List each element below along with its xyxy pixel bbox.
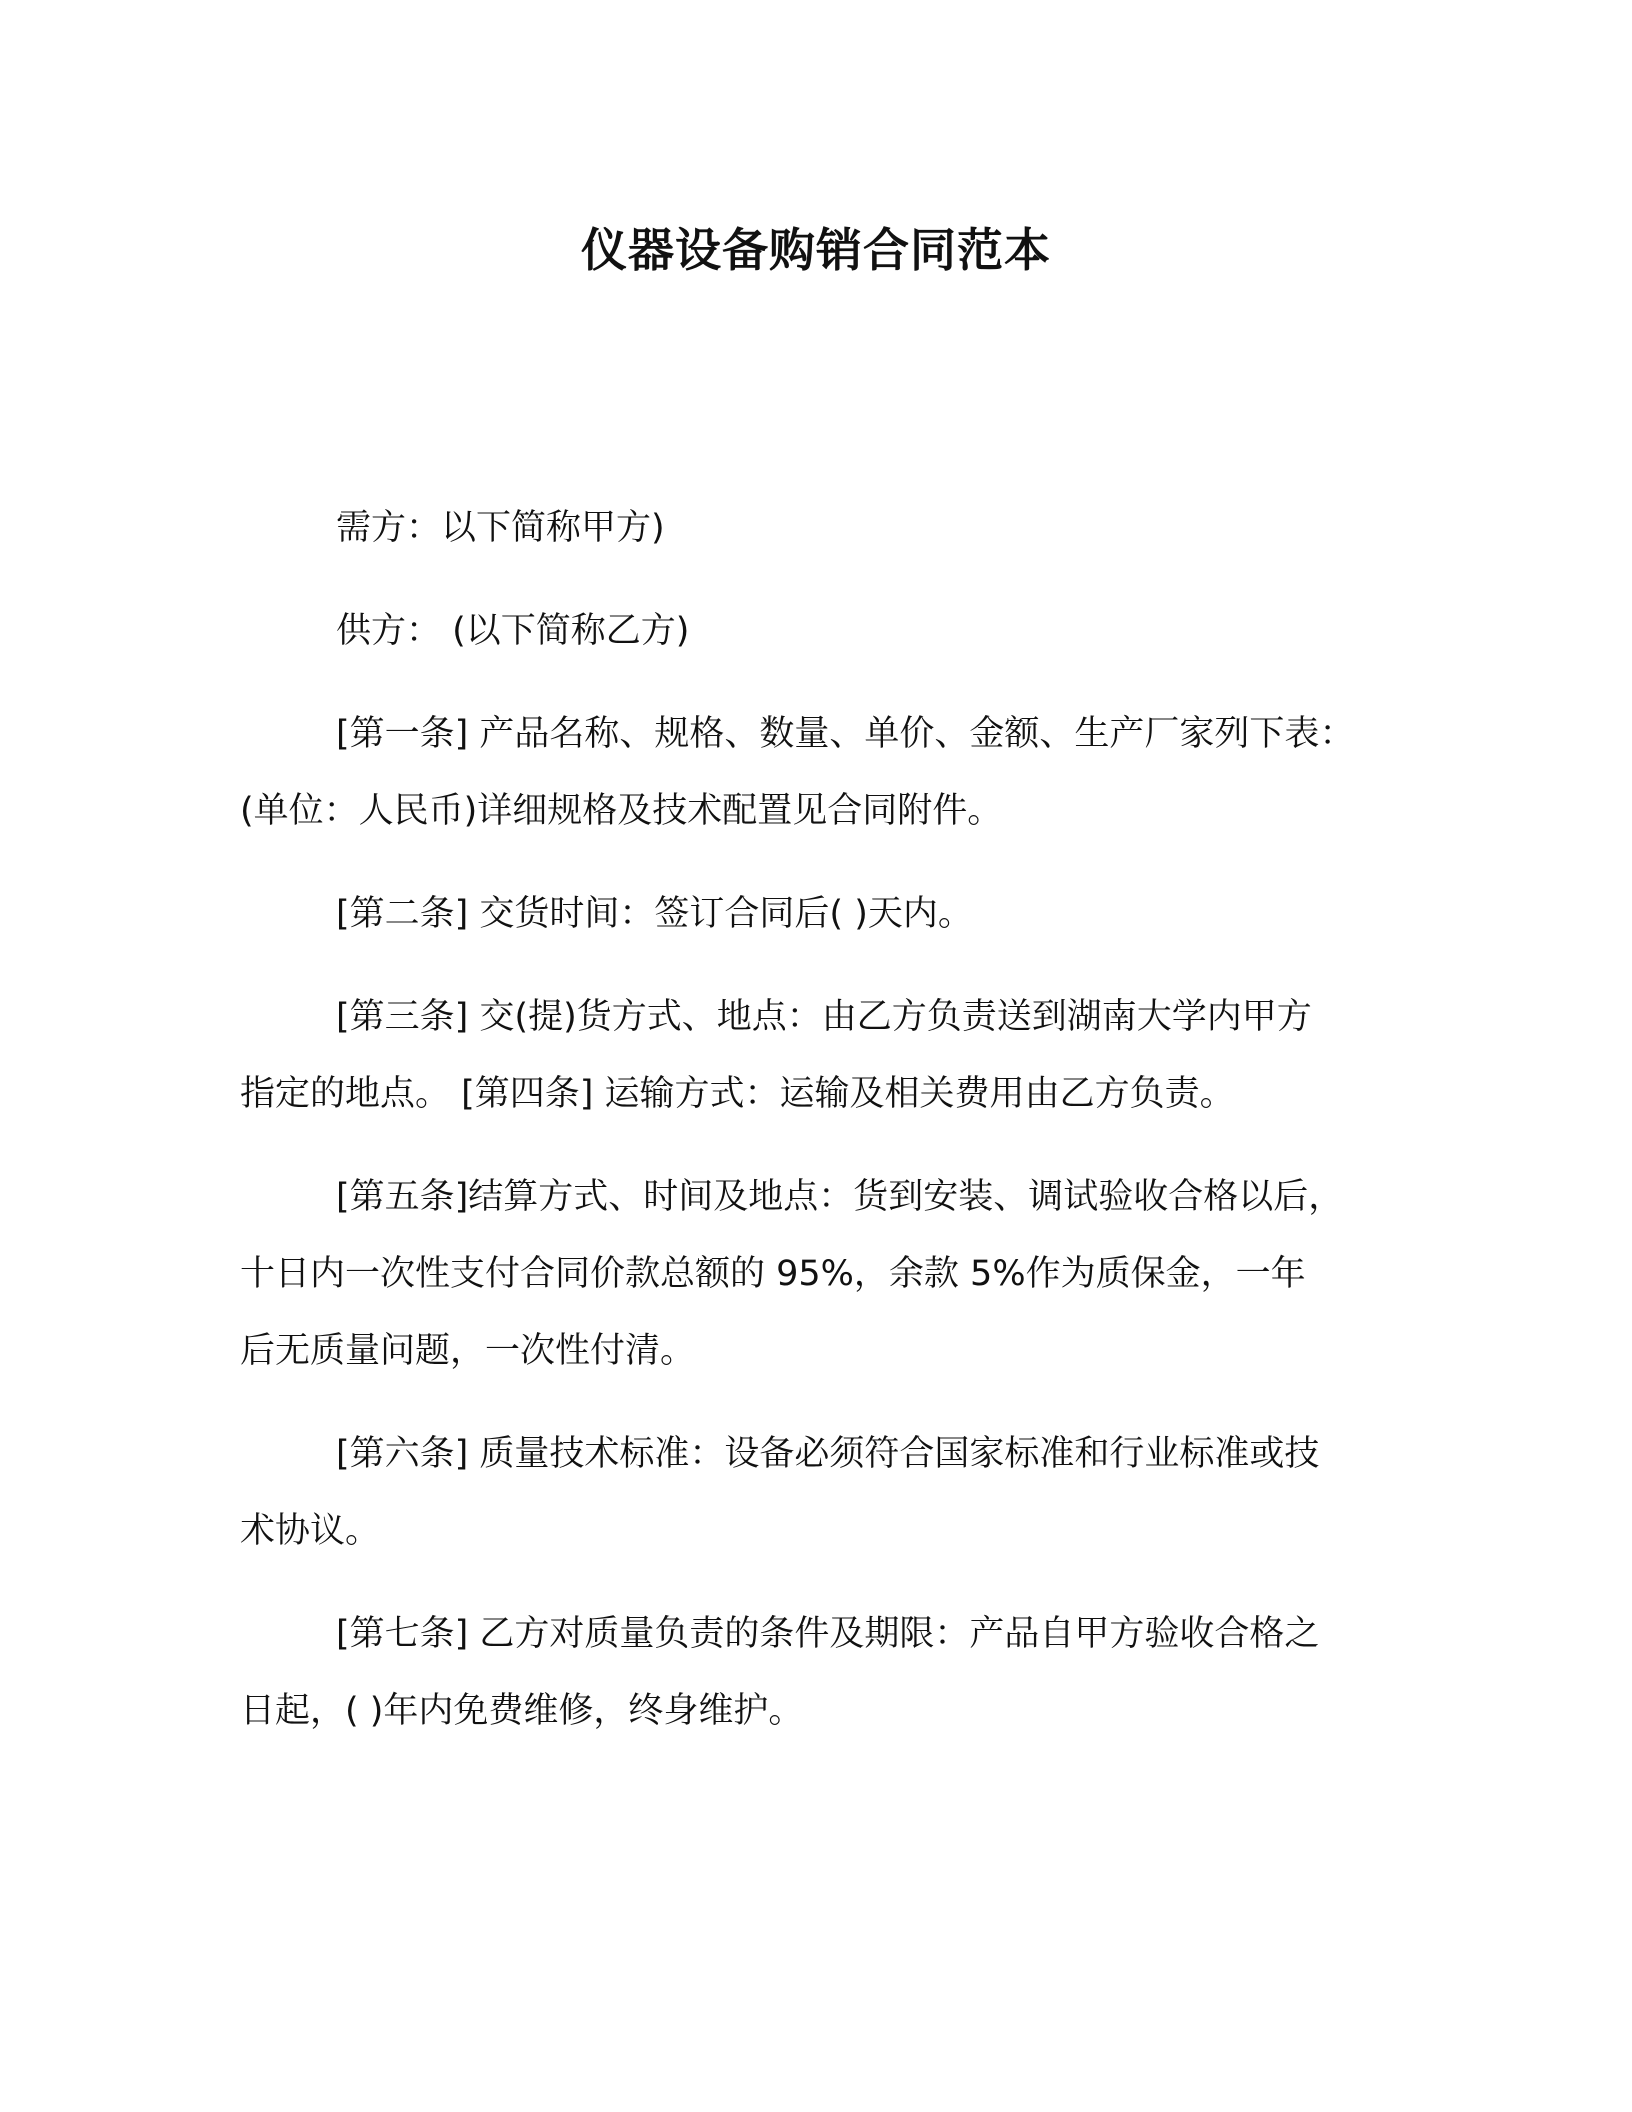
paragraph-line: [第六条] 质量技术标准：设备必须符合国家标准和行业标准或技	[336, 1434, 1320, 1474]
paragraph-line: 后无质量问题，一次性付清。	[240, 1331, 696, 1371]
paragraph-article-7	[240, 1596, 1390, 1750]
paragraph-buyer	[240, 490, 1390, 567]
paragraph-line: 供方： (以下简称乙方)	[336, 611, 690, 651]
paragraph-line: [第七条] 乙方对质量负责的条件及期限：产品自甲方验收合格之	[336, 1614, 1320, 1654]
paragraph-article-2	[240, 876, 1390, 953]
paragraph-line: 需方：以下简称甲方)	[336, 508, 665, 548]
paragraph-article-6	[240, 1416, 1390, 1570]
contract-body	[240, 490, 1390, 1776]
paragraph-line: (单位：人民币)详细规格及技术配置见合同附件。	[240, 791, 1003, 831]
paragraph-seller	[240, 593, 1390, 670]
paragraph-article-1	[240, 696, 1390, 850]
paragraph-article-5	[240, 1159, 1390, 1390]
paragraph-line: [第一条] 产品名称、规格、数量、单价、金额、生产厂家列下表：	[336, 714, 1355, 754]
paragraph-line: 十日内一次性支付合同价款总额的 95%，余款 5%作为质保金，一年	[240, 1254, 1306, 1294]
paragraph-article-3-4	[240, 979, 1390, 1133]
paragraph-line: 指定的地点。 [第四条] 运输方式：运输及相关费用由乙方负责。	[240, 1074, 1235, 1114]
paragraph-line: 术协议。	[240, 1511, 381, 1551]
paragraph-line: [第二条] 交货时间：签订合同后( )天内。	[336, 894, 973, 934]
paragraph-line: 日起，( )年内免费维修，终身维护。	[240, 1691, 804, 1731]
document-title: 仪器设备购销合同范本	[581, 223, 1051, 277]
paragraph-line: [第五条]结算方式、时间及地点：货到安装、调试验收合格以后，	[336, 1177, 1344, 1217]
paragraph-line: [第三条] 交(提)货方式、地点：由乙方负责送到湖南大学内甲方	[336, 997, 1312, 1037]
